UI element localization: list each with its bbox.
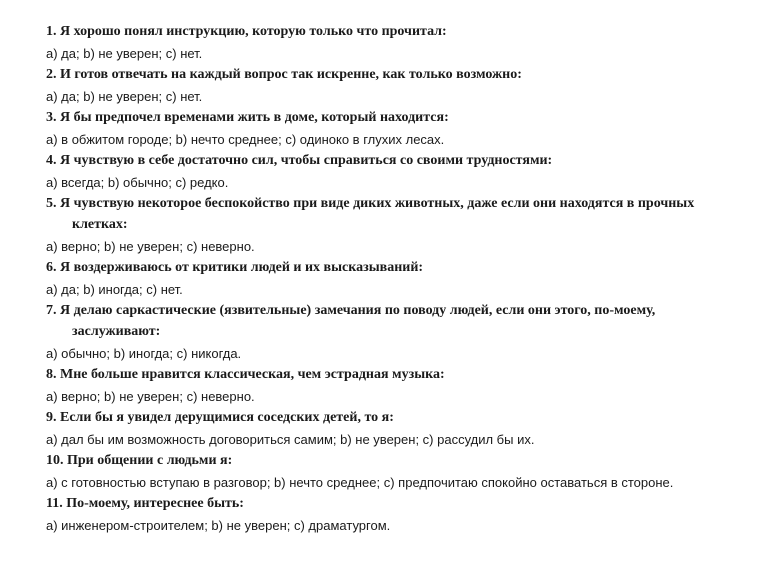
answer-options: a) да; b) не уверен; c) нет. (46, 46, 203, 61)
answer-options: a) обычно; b) иногда; c) никогда. (46, 346, 242, 361)
question-item (46, 21, 746, 64)
question-text: 7. Я делаю саркастические (язвительные) замечания по поводу людей, если они этого, по-моему, заслуживают: (46, 303, 656, 339)
question-text: 1. Я хорошо понял инструкцию, которую только что прочитал: (46, 24, 447, 39)
question-item (46, 493, 746, 536)
question-text: 4. Я чувствую в себе достаточно сил, чтобы справиться со своими трудностями: (46, 153, 553, 168)
question-text: 5. Я чувствую некоторое беспокойство при виде диких животных, даже если они находятся в прочных клетках: (46, 196, 695, 232)
answer-options: a) дал бы им возможность договориться самим; b) не уверен; c) рассудил бы их. (46, 432, 535, 447)
answer-options: a) верно; b) не уверен; c) неверно. (46, 389, 255, 404)
question-text: 8. Мне больше нравится классическая, чем эстрадная музыка: (46, 367, 445, 382)
question-item (46, 300, 746, 364)
answer-options: a) в обжитом городе; b) нечто среднее; c) одиноко в глухих лесах. (46, 132, 445, 147)
question-item (46, 193, 746, 257)
question-text: 9. Если бы я увидел дерущимися соседских детей, то я: (46, 410, 394, 425)
question-item (46, 450, 746, 493)
questionnaire (46, 21, 746, 536)
question-text: 6. Я воздерживаюсь от критики людей и их высказываний: (46, 260, 424, 275)
answer-options: a) всегда; b) обычно; c) редко. (46, 175, 229, 190)
question-text: 3. Я бы предпочел временами жить в доме, который находится: (46, 110, 449, 125)
question-text: 2. И готов отвечать на каждый вопрос так искренне, как только возможно: (46, 67, 522, 82)
question-text: 10. При общении с людьми я: (46, 453, 233, 468)
question-text: 11. По-моему, интереснее быть: (46, 496, 244, 511)
question-item (46, 257, 746, 300)
question-item (46, 407, 746, 450)
question-item (46, 150, 746, 193)
answer-options: a) инженером-строителем; b) не уверен; c) драматургом. (46, 518, 391, 533)
question-item (46, 64, 746, 107)
answer-options: a) с готовностью вступаю в разговор; b) нечто среднее; c) предпочитаю спокойно оставаться в стороне. (46, 475, 674, 490)
answer-options: a) да; b) иногда; c) нет. (46, 282, 183, 297)
answer-options: a) верно; b) не уверен; c) неверно. (46, 239, 255, 254)
answer-options: a) да; b) не уверен; c) нет. (46, 89, 203, 104)
question-item (46, 364, 746, 407)
question-item (46, 107, 746, 150)
